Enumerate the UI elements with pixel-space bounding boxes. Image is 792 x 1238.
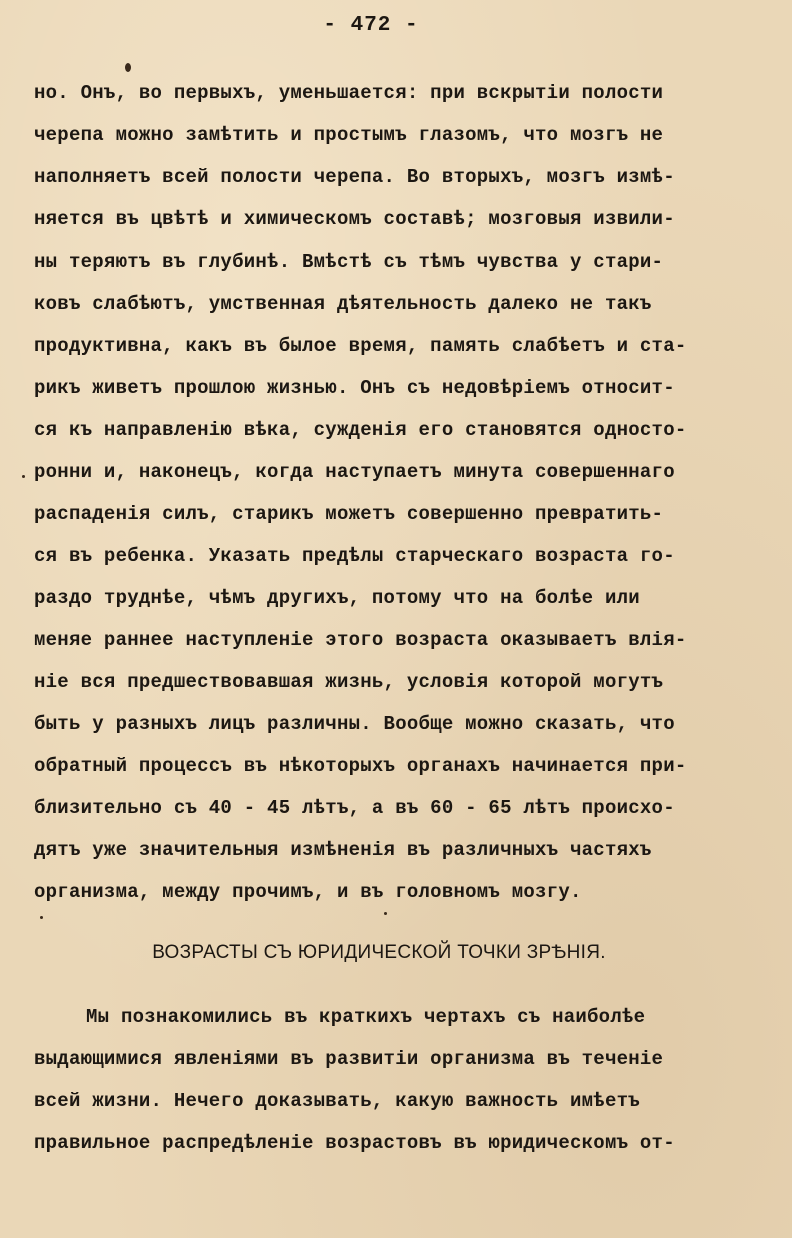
text-line: ніе вся предшествовавшая жизнь, условія которой могутъ (34, 671, 664, 693)
text-line: но. Онъ, во первыхъ, уменьшается: при вскрытіи полости (34, 82, 664, 104)
ink-speck (22, 475, 25, 478)
text-line: черепа можно замѣтить и простымъ глазомъ, что мозгъ не (34, 124, 664, 146)
text-line: раздо труднѣе, чѣмъ другихъ, потому что на болѣе или (34, 587, 640, 609)
text-line: рикъ живетъ прошлою жизнью. Онъ съ недовѣріемъ относит- (34, 377, 675, 399)
text-line: близительно съ 40 - 45 лѣтъ, а въ 60 - 65 лѣтъ происхо- (34, 797, 675, 819)
text-line: наполняетъ всей полости черепа. Во вторыхъ, мозгъ измѣ- (34, 166, 675, 188)
page-number: - 472 - (323, 14, 419, 37)
text-line: всей жизни. Нечего доказывать, какую важность имѣетъ (34, 1090, 640, 1112)
text-line: ся къ направленію вѣка, сужденія его становятся односто- (34, 419, 687, 441)
text-line: ковъ слабѣютъ, умственная дѣятельность далеко не такъ (34, 293, 652, 315)
ink-speck (40, 916, 43, 919)
ink-speck (125, 63, 131, 72)
text-line: выдающимися явленіями въ развитіи организма въ теченіе (34, 1048, 664, 1070)
text-line: быть у разныхъ лицъ различны. Вообще можно сказать, что (34, 713, 675, 735)
text-line: продуктивна, какъ въ былое время, память слабѣетъ и ста- (34, 335, 687, 357)
section-heading: ВОЗРАСТЫ СЪ ЮРИДИЧЕСКОЙ ТОЧКИ ЗРѢНІЯ. (152, 942, 606, 963)
ink-speck (384, 912, 387, 915)
text-line: организма, между прочимъ, и въ головномъ мозгу. (34, 881, 582, 903)
text-line: дятъ уже значительныя измѣненія въ различныхъ частяхъ (34, 839, 652, 861)
text-line: обратный процессъ въ нѣкоторыхъ органахъ начинается при- (34, 755, 687, 777)
text-line: няется въ цвѣтѣ и химическомъ составѣ; мозговыя извили- (34, 208, 675, 230)
text-line: Мы познакомились въ краткихъ чертахъ съ наиболѣе (86, 1006, 646, 1028)
text-line: меняе раннее наступленіе этого возраста оказываетъ влія- (34, 629, 687, 651)
text-line: распаденія силъ, старикъ можетъ совершенно превратить- (34, 503, 664, 525)
text-line: правильное распредѣленіе возрастовъ въ юридическомъ от- (34, 1132, 675, 1154)
text-line: ся въ ребенка. Указать предѣлы старческаго возраста го- (34, 545, 675, 567)
text-line: ронни и, наконецъ, когда наступаетъ минута совершеннаго (34, 461, 675, 483)
text-line: ны теряютъ въ глубинѣ. Вмѣстѣ съ тѣмъ чувства у стари- (34, 251, 664, 273)
